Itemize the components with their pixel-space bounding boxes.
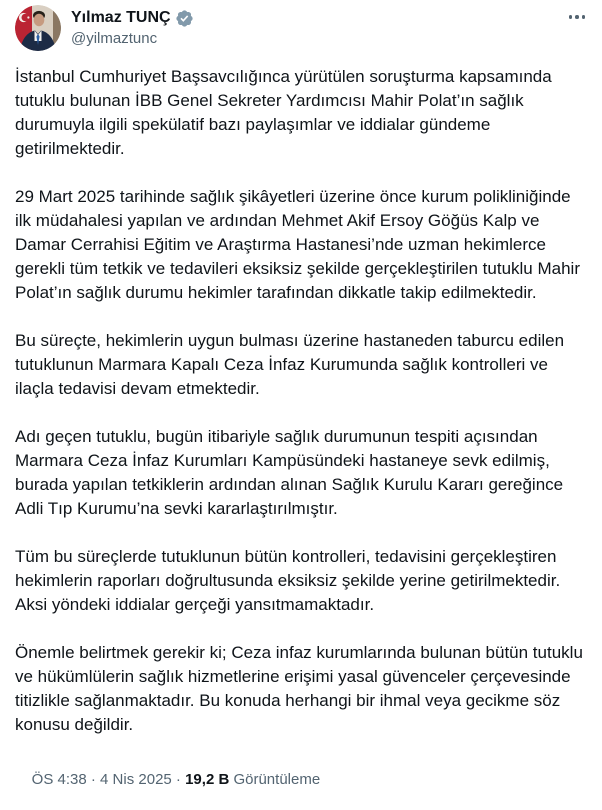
more-dot [575,15,579,19]
tweet-paragraph: Bu süreçte, hekimlerin uygun bulması üzerine hastaneden taburcu edilen tutuklunun Marmara Kapalı Ceza İnfaz Kurumunda sağlık kontrolleri ve ilaçla tedavisi devam etmektedir. [15,331,565,398]
more-options-button[interactable] [567,5,588,29]
tweet-paragraph: Tüm bu süreçlerde tutuklunun bütün kontrolleri, tedavisini gerçekleştiren hekimlerin raporları doğrultusunda eksiksiz şekilde yerine getirilmektedir. Aksi yöndeki iddialar gerçeği yansıtmamaktadır. [15,547,561,614]
tweet-header [15,5,587,51]
tweet-paragraph: Önemle belirtmek gerekir ki; Ceza infaz kurumlarında bulunan bütün tutuklu ve hükümlülerin sağlık hizmetlerine erişimi yasal güvenceler çerçevesinde titizlikle sağlanmaktadır. Bu konuda herhangi bir ihmal veya gecikme söz konusu değildir. [15,643,583,734]
name-row [71,8,567,28]
more-dot [582,15,586,19]
views-count: 19,2 B [185,771,230,788]
tweet-paragraph: 29 Mart 2025 tarihinde sağlık şikâyetleri üzerine önce kurum polikliniğinde ilk müdahalesi yapılan ve ardından Mehmet Akif Ersoy Göğüs Kalp ve Damar Cerrahisi Eğitim ve Araştırma Hastanesi’nde uzman hekimlerce gerekli tüm tetkik ve tedavileri eksiksiz şekilde gerçekleştirilen tutuklu Mahir Polat’ın sağlık durumu hekimler tarafından dikkatle takip edilmektedir. [15,187,580,302]
views-label: Görüntüleme [229,771,321,788]
more-dot [569,15,573,19]
timestamp: ÖS 4:38 · 4 Nis 2025 [31,771,172,788]
display-name[interactable]: Yılmaz TUNÇ [71,9,171,26]
tweet-meta [15,750,587,810]
meta-separator: · [171,771,186,788]
user-handle[interactable]: @yilmaztunc [71,30,158,47]
tweet-text [15,65,587,737]
verified-badge-icon[interactable] [175,9,194,28]
tweet-paragraph: İstanbul Cumhuriyet Başsavcılığınca yürütülen soruşturma kapsamında tutuklu bulunan İBB Genel Sekreter Yardımcısı Mahir Polat’ın sağlık durumuyla ilgili spekülatif bazı paylaşımlar ve iddialar gündeme getirilmektedir. [15,67,552,158]
avatar[interactable] [15,5,61,51]
tweet-paragraph: Adı geçen tutuklu, bugün itibariyle sağlık durumunun tespiti açısından Marmara Ceza İnfaz Kurumları Kampüsündeki hastaneye sevk edilmiş, burada yapılan tetkiklerin ardından alınan Sağlık Kurulu Kararı gereğince Adli Tıp Kurumu’na sevki kararlaştırılmıştır. [15,427,564,518]
user-identity [71,5,567,49]
avatar-image [15,5,61,51]
